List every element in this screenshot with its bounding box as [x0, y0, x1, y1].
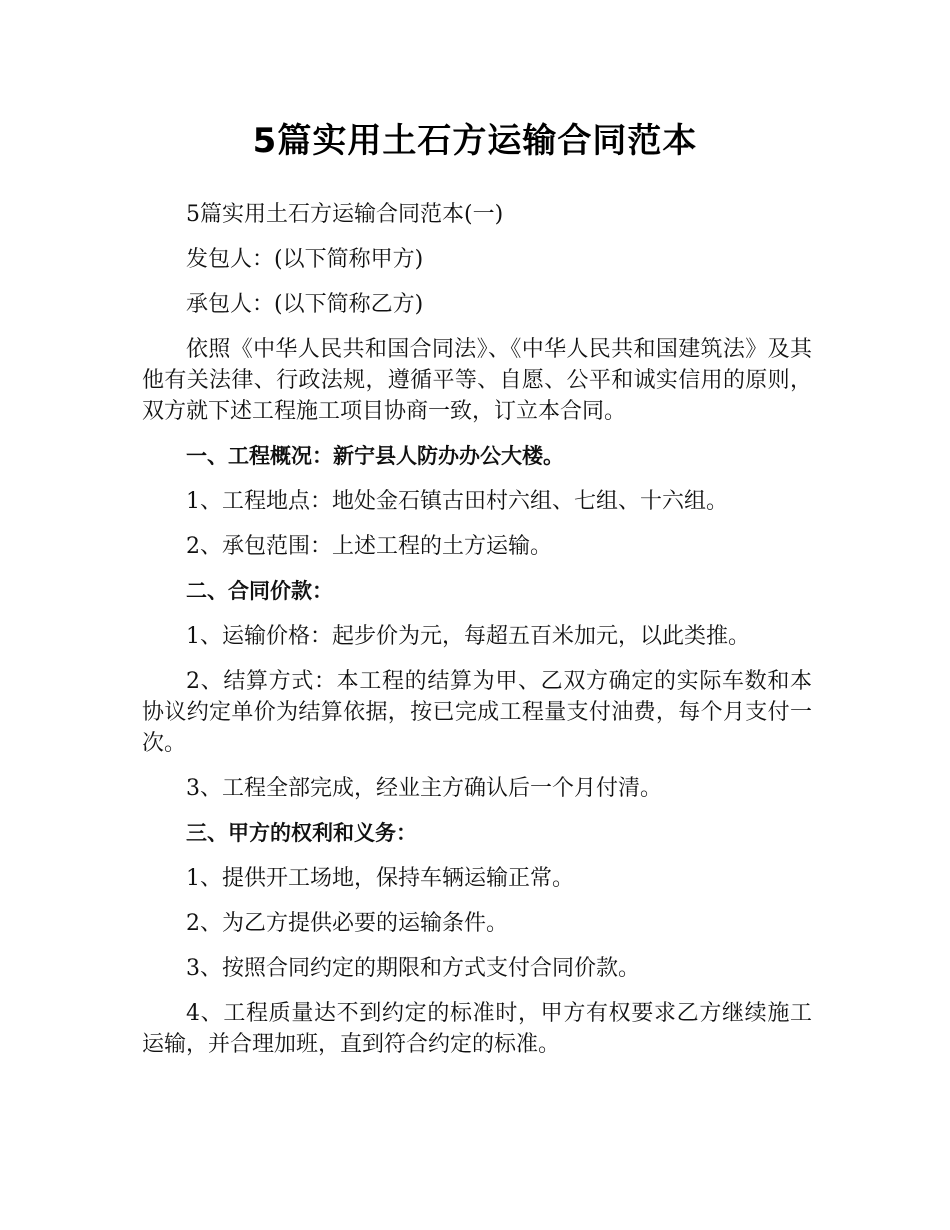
- paragraph-party-a-duty-4: 4、工程质量达不到约定的标准时，甲方有权要求乙方继续施工运输，并合理加班，直到符合约定的标准。: [142, 1001, 812, 1057]
- paragraph-settlement-method: 2、结算方式：本工程的结算为甲、乙双方确定的实际车数和本协议约定单价为结算依据，按已完成工程量支付油费，每个月支付一次。: [142, 669, 812, 756]
- paragraph-preamble: 依照《中华人民共和国合同法》、《中华人民共和国建筑法》及其他有关法律、行政法规，遵循平等、自愿、公平和诚实信用的原则，双方就下述工程施工项目协商一致，订立本合同。: [142, 337, 812, 424]
- paragraph-employer: 发包人：(以下简称甲方): [186, 247, 424, 272]
- section-heading-project-overview: 一、工程概况：新宁县人防办办公大楼。: [186, 444, 564, 468]
- paragraph-project-location: 1、工程地点：地处金石镇古田村六组、七组、十六组。: [186, 489, 728, 514]
- paragraph-subtitle: 5篇实用土石方运输合同范本(一): [186, 202, 504, 227]
- document-body: [142, 199, 812, 1074]
- document-title: 5篇实用土石方运输合同范本: [252, 121, 698, 161]
- paragraph-contractor: 承包人：(以下简称乙方): [186, 292, 424, 317]
- paragraph-final-payment: 3、工程全部完成，经业主方确认后一个月付清。: [186, 776, 662, 801]
- section-heading-party-a-rights: 三、甲方的权利和义务：: [186, 821, 417, 845]
- paragraph-party-a-duty-2: 2、为乙方提供必要的运输条件。: [186, 911, 508, 936]
- paragraph-party-a-duty-1: 1、提供开工场地，保持车辆运输正常。: [186, 866, 574, 891]
- paragraph-contract-scope: 2、承包范围：上述工程的土方运输。: [186, 534, 552, 559]
- section-heading-contract-price: 二、合同价款：: [186, 579, 333, 603]
- paragraph-transport-price: 1、运输价格：起步价为元，每超五百米加元，以此类推。: [186, 624, 750, 649]
- paragraph-party-a-duty-3: 3、按照合同约定的期限和方式支付合同价款。: [186, 956, 640, 981]
